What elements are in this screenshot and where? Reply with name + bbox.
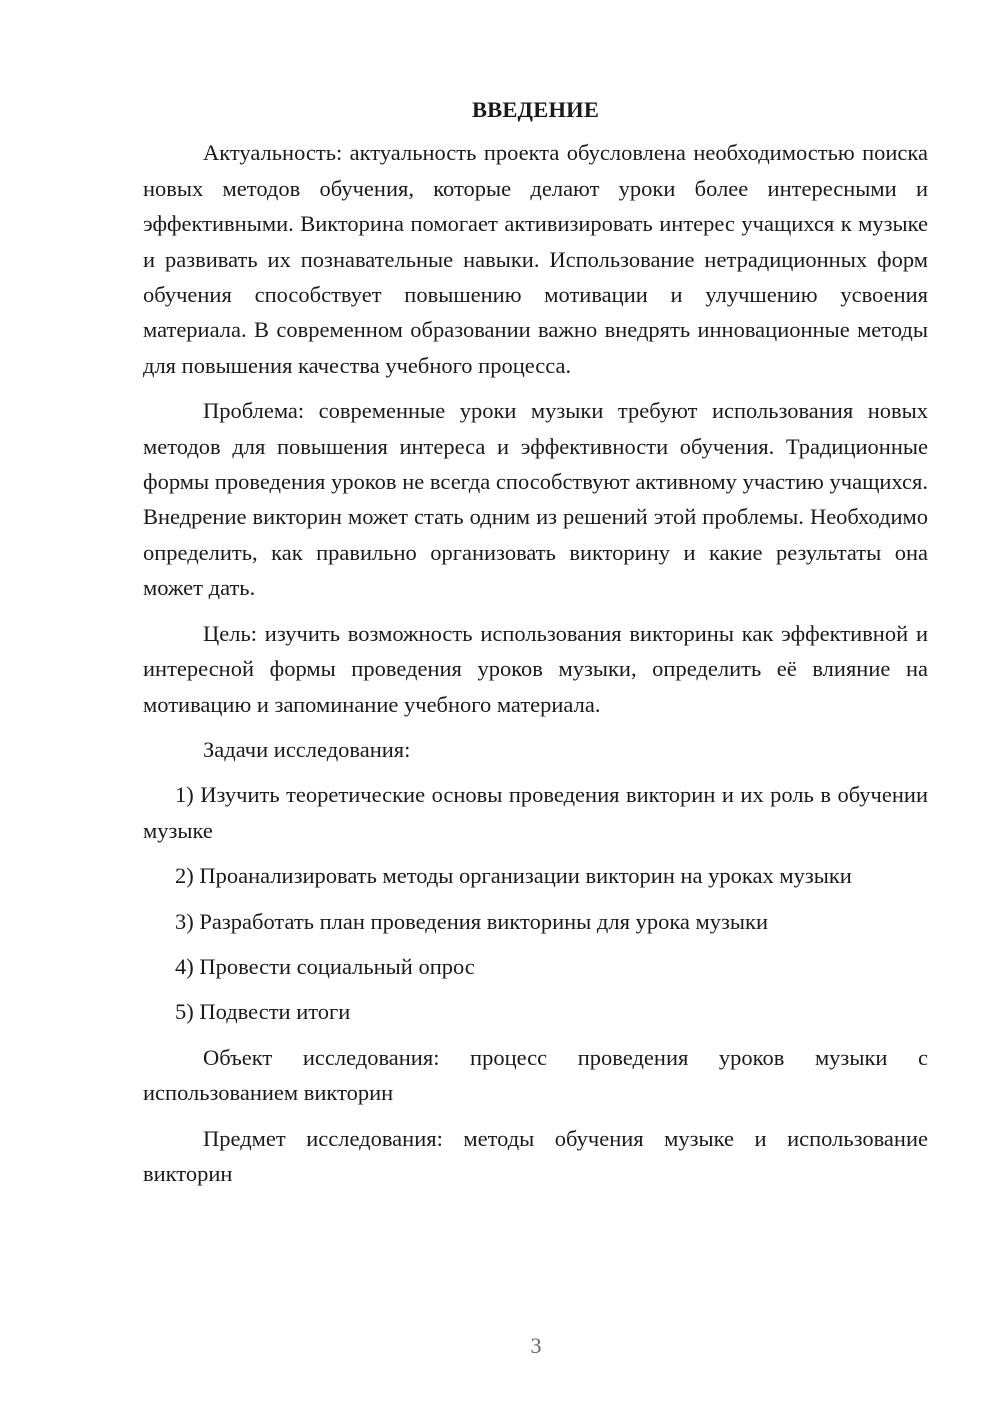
tasks-heading: Задачи исследования: [203,736,411,762]
goal-paragraph: Цель: изучить возможность использования викторины как эффективной и интересной формы проведения уроков музыки, определить её влияние на мотивацию и запоминание учебного материала. [143,620,928,717]
research-subject-paragraph: Предмет исследования: методы обучения музыке и использование викторин [143,1125,928,1186]
task-item: 3) Разработать план проведения викторины для урока музыки [175,908,768,934]
task-item: 2) Проанализировать методы организации викторин на уроках музыки [175,863,852,889]
page-number: 3 [530,1333,542,1358]
relevance-paragraph: Актуальность: актуальность проекта обусловлена необходимостью поиска новых методов обучения, которые делают уроки более интересными и эффективными. Викторина помогает активизировать интерес учащихся к музыке и развивать их познавательные навыки. Использование нетрадиционных форм обучения способствует повышению мотивации и улучшению усвоения материала. В современном образовании важно внедрять инновационные методы для повышения качества учебного процесса. [143,140,928,378]
document-body [143,92,928,1201]
task-item: 5) Подвести итоги [175,999,351,1025]
problem-paragraph: Проблема: современные уроки музыки требуют использования новых методов для повышения интереса и эффективности обучения. Традиционные формы проведения уроков не всегда способствуют активному участию учащихся. Внедрение викторин может стать одним из решений этой проблемы. Необходимо определить, как правильно организовать викторину и какие результаты она может дать. [143,398,928,601]
task-item: 1) Изучить теоретические основы проведения викторин и их роль в обучении музыке [143,782,928,843]
section-title: ВВЕДЕНИЕ [471,97,600,122]
task-item: 4) Провести социальный опрос [175,953,475,979]
research-object-paragraph: Объект исследования: процесс проведения уроков музыки с использованием викторин [143,1044,928,1106]
